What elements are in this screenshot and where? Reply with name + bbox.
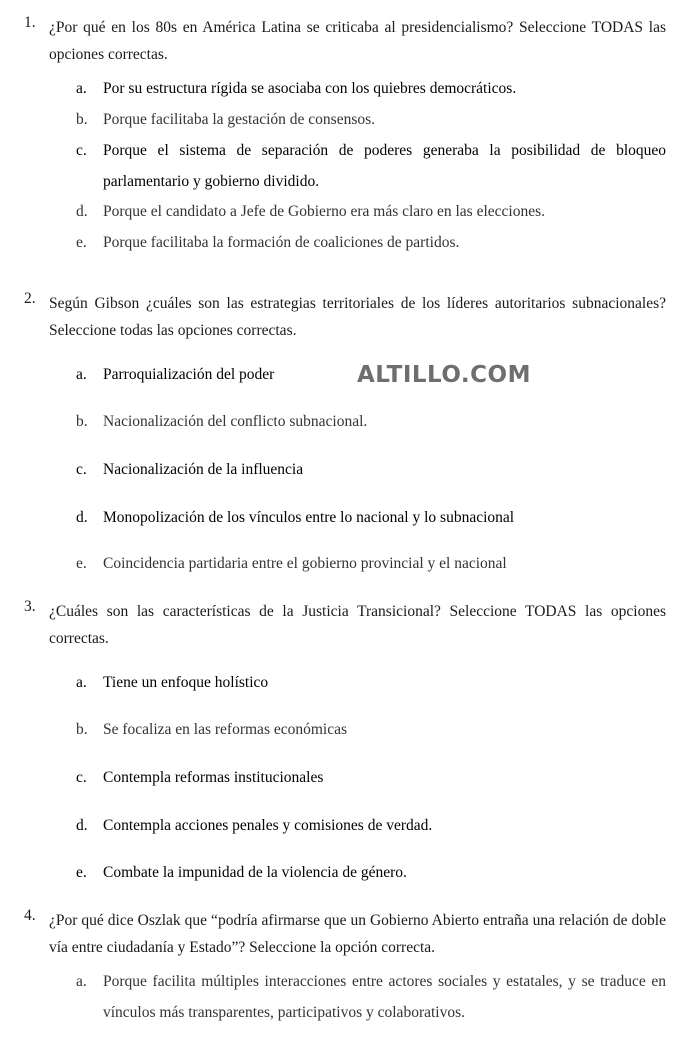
option-letter: e. — [76, 555, 87, 572]
option-text: Nacionalización de la influencia — [103, 461, 304, 478]
question-text: Según Gibson ¿cuáles son las estrategias territoriales de los líderes autoritarios subnacionales? Seleccione todas las opciones correctas. — [49, 295, 666, 339]
option-text: Porque facilitaba la gestación de consensos. — [103, 111, 376, 128]
question-number: 1. — [24, 14, 36, 31]
option-text: Se focaliza en las reformas económicas — [103, 721, 348, 738]
option-1a — [76, 73, 666, 104]
question-text: ¿Por qué dice Oszlak que “podría afirmarse que un Gobierno Abierto entraña una relación de doble vía entre ciudadanía y Estado”? Seleccione la opción correcta. — [49, 912, 666, 956]
question-1 — [24, 14, 666, 68]
option-letter: d. — [76, 509, 88, 526]
option-letter: d. — [76, 817, 88, 834]
option-letter: a. — [76, 80, 87, 97]
option-text: Porque facilita múltiples interacciones entre actores sociales y estatales, y se traduce en vínculos más transparentes, participativos y colaborativos. — [103, 973, 666, 1021]
option-letter: e. — [76, 234, 87, 251]
option-text: Monopolización de los vínculos entre lo nacional y lo subnacional — [103, 509, 515, 526]
option-text: Coincidencia partidaria entre el gobierno provincial y el nacional — [103, 555, 507, 572]
option-2b — [76, 406, 666, 437]
option-text: Porque el candidato a Jefe de Gobierno era más claro en las elecciones. — [103, 203, 545, 220]
option-letter: a. — [76, 366, 87, 383]
option-3e — [76, 857, 666, 888]
watermark: ALTILLO.COM — [357, 362, 531, 388]
question-number: 2. — [24, 290, 36, 307]
option-letter: c. — [76, 142, 87, 159]
option-4a — [76, 966, 666, 1028]
question-text: ¿Por qué en los 80s en América Latina se criticaba al presidencialismo? Seleccione TODAS las opciones correctas. — [49, 19, 666, 63]
option-text: Por su estructura rígida se asociaba con los quiebres democráticos. — [103, 80, 517, 97]
option-text: Porque facilitaba la formación de coaliciones de partidos. — [103, 234, 460, 251]
question-4 — [24, 907, 666, 961]
option-text: Combate la impunidad de la violencia de género. — [103, 864, 407, 881]
option-1e — [76, 227, 666, 258]
option-text: Parroquialización del poder — [103, 366, 275, 383]
option-letter: c. — [76, 769, 87, 786]
option-text: Contempla reformas institucionales — [103, 769, 324, 786]
option-letter: b. — [76, 111, 88, 128]
question-3 — [24, 598, 666, 652]
question-2 — [24, 290, 666, 344]
option-2c — [76, 454, 666, 485]
option-3d — [76, 810, 666, 841]
question-text: ¿Cuáles son las características de la Justicia Transicional? Seleccione TODAS las opciones correctas. — [49, 603, 666, 647]
option-letter: c. — [76, 461, 87, 478]
option-2e — [76, 548, 666, 579]
option-2d — [76, 502, 666, 533]
option-3c — [76, 762, 666, 793]
option-text: Contempla acciones penales y comisiones de verdad. — [103, 817, 433, 834]
option-1c — [76, 135, 666, 197]
question-number: 3. — [24, 598, 36, 615]
option-1d — [76, 196, 666, 227]
option-text: Nacionalización del conflicto subnacional. — [103, 413, 368, 430]
option-text: Tiene un enfoque holístico — [103, 674, 269, 691]
option-3a — [76, 667, 666, 698]
option-text: Porque el sistema de separación de poderes generaba la posibilidad de bloqueo parlamentario y gobierno dividido. — [103, 142, 666, 190]
option-letter: b. — [76, 413, 88, 430]
option-letter: e. — [76, 864, 87, 881]
option-3b — [76, 714, 666, 745]
option-1b — [76, 104, 666, 135]
option-letter: b. — [76, 721, 88, 738]
option-letter: d. — [76, 203, 88, 220]
question-number: 4. — [24, 907, 36, 924]
option-letter: a. — [76, 674, 87, 691]
option-letter: a. — [76, 973, 87, 990]
